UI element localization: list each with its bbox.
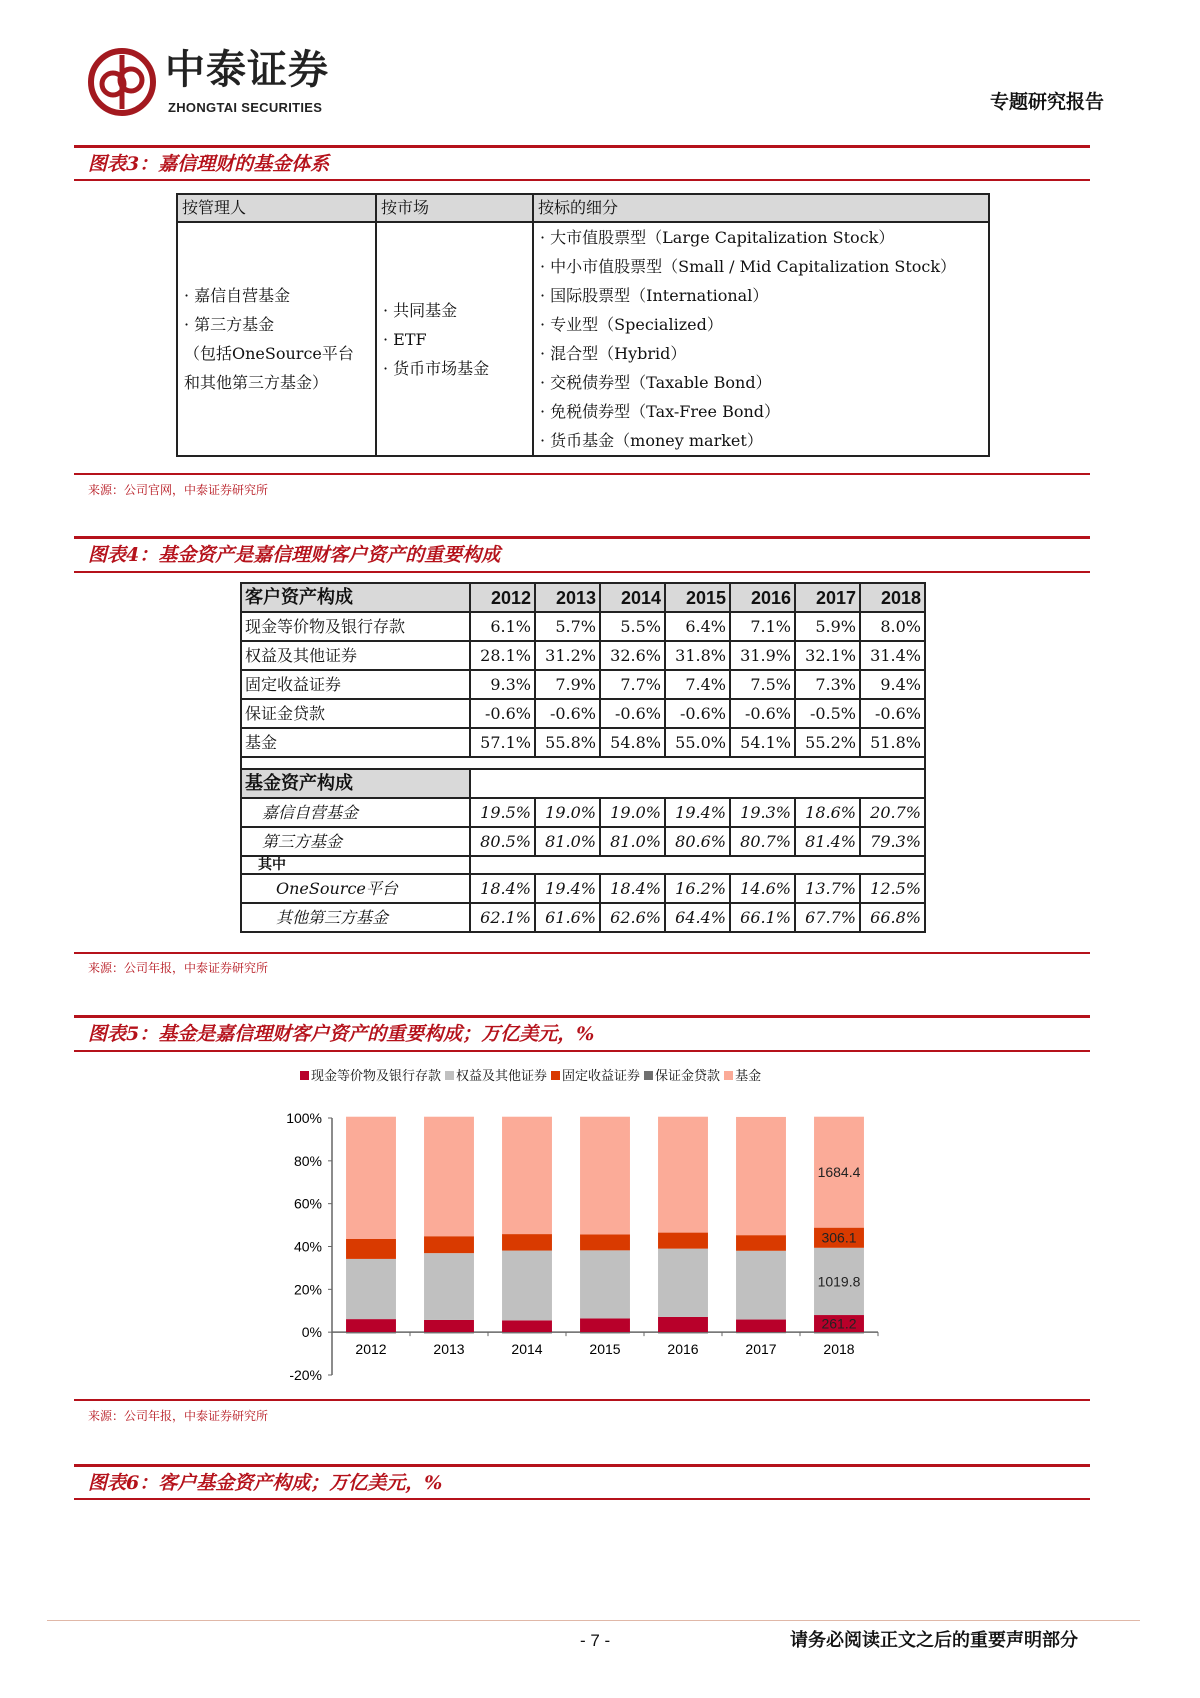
market-item: · 共同基金 bbox=[383, 300, 458, 320]
category-item: · 专业型（Specialized） bbox=[540, 315, 723, 334]
x-tick-label: 2015 bbox=[589, 1341, 621, 1358]
table-cell: 7.9% bbox=[535, 670, 600, 699]
table-row bbox=[241, 670, 925, 699]
table-cell: 31.8% bbox=[665, 641, 730, 670]
legend-item bbox=[644, 1068, 720, 1086]
table-cell: 7.5% bbox=[730, 670, 795, 699]
manager-item: · 嘉信自营基金 bbox=[184, 286, 291, 305]
legend-swatch bbox=[300, 1071, 309, 1080]
header-cell: 按标的细分 bbox=[533, 194, 989, 222]
bar-segment bbox=[346, 1259, 396, 1319]
row-label: 基金 bbox=[241, 728, 470, 757]
bar-segment bbox=[658, 1117, 708, 1233]
data-label: 1684.4 bbox=[817, 1164, 861, 1181]
table-cell: 8.0% bbox=[860, 612, 925, 641]
row-label: 保证金贷款 bbox=[241, 699, 470, 728]
table-cell: 7.1% bbox=[730, 612, 795, 641]
table-cell: 66.1% bbox=[730, 903, 795, 932]
bar-segment bbox=[424, 1117, 474, 1237]
table-cell: 62.6% bbox=[600, 903, 665, 932]
table-cell bbox=[241, 757, 925, 769]
page-number: - 7 - bbox=[580, 1631, 611, 1650]
logo bbox=[87, 47, 157, 117]
table-cell: 80.6% bbox=[665, 827, 730, 856]
table-cell bbox=[470, 769, 925, 798]
figure-5-title: 图表5：基金是嘉信理财客户资产的重要构成；万亿美元，% bbox=[88, 1023, 595, 1045]
bar-segment bbox=[736, 1251, 786, 1320]
header-cell: 基金资产构成 bbox=[241, 769, 470, 798]
table-cell: 28.1% bbox=[470, 641, 535, 670]
table-cell: -0.6% bbox=[600, 699, 665, 728]
bar-segment bbox=[502, 1251, 552, 1321]
bar-segment bbox=[424, 1236, 474, 1253]
chart-legend bbox=[300, 1068, 761, 1086]
bar-segment bbox=[580, 1318, 630, 1332]
table-row bbox=[241, 769, 925, 798]
y-tick-label: 60% bbox=[293, 1195, 322, 1212]
category-item: · 国际股票型（International） bbox=[540, 286, 769, 305]
table-cell: 19.0% bbox=[600, 798, 665, 827]
row-label: 固定收益证券 bbox=[241, 670, 470, 699]
table-row bbox=[241, 728, 925, 757]
x-tick-label: 2014 bbox=[511, 1341, 543, 1358]
logo-text-en: ZHONGTAI SECURITIES bbox=[168, 100, 323, 115]
logo-text-cn: 中泰证券 bbox=[165, 47, 329, 93]
category-item: · 混合型（Hybrid） bbox=[540, 344, 687, 363]
y-tick-label: 0% bbox=[301, 1324, 322, 1341]
table-cell: 67.7% bbox=[795, 903, 860, 932]
table-cell: -0.6% bbox=[665, 699, 730, 728]
row-label: 第三方基金 bbox=[241, 827, 470, 856]
table-cell: 7.3% bbox=[795, 670, 860, 699]
year-header: 2015 bbox=[665, 583, 730, 612]
bar-segment bbox=[658, 1249, 708, 1317]
table-cell: 18.6% bbox=[795, 798, 860, 827]
table-cell: 57.1% bbox=[470, 728, 535, 757]
table-cell: -0.5% bbox=[795, 699, 860, 728]
table-cell: 54.8% bbox=[600, 728, 665, 757]
legend-label: 现金等价物及银行存款 bbox=[311, 1069, 442, 1084]
table-cell: 6.1% bbox=[470, 612, 535, 641]
table-cell: 32.6% bbox=[600, 641, 665, 670]
bar-segment bbox=[346, 1319, 396, 1332]
bar-segment bbox=[502, 1234, 552, 1250]
table-row bbox=[241, 827, 925, 856]
table-cell: 81.4% bbox=[795, 827, 860, 856]
table-cell: 14.6% bbox=[730, 874, 795, 903]
bar-segment bbox=[736, 1235, 786, 1251]
header-cell: 按管理人 bbox=[177, 194, 376, 222]
table-cell: 32.1% bbox=[795, 641, 860, 670]
footer-divider bbox=[47, 1620, 1140, 1621]
table-cell: 80.7% bbox=[730, 827, 795, 856]
bar-segment bbox=[502, 1117, 552, 1234]
table-row bbox=[241, 856, 925, 874]
footer-notice: 请务必阅读正文之后的重要声明部分 bbox=[790, 1630, 1078, 1651]
bar-segment bbox=[736, 1117, 786, 1235]
table-cell: 7.7% bbox=[600, 670, 665, 699]
table-cell: 5.9% bbox=[795, 612, 860, 641]
bar-segment bbox=[580, 1332, 630, 1333]
bar-segment bbox=[658, 1332, 708, 1333]
legend-label: 固定收益证券 bbox=[562, 1069, 641, 1084]
table-cell: 20.7% bbox=[860, 798, 925, 827]
table-cell: 5.5% bbox=[600, 612, 665, 641]
row-label: 权益及其他证券 bbox=[241, 641, 470, 670]
table-cell: 62.1% bbox=[470, 903, 535, 932]
row-label: 嘉信自营基金 bbox=[241, 798, 470, 827]
legend-swatch bbox=[644, 1071, 653, 1080]
table-cell: 19.5% bbox=[470, 798, 535, 827]
table-cell: 55.0% bbox=[665, 728, 730, 757]
table-cell: 80.5% bbox=[470, 827, 535, 856]
year-header: 2014 bbox=[600, 583, 665, 612]
table-cell: 7.4% bbox=[665, 670, 730, 699]
table-cell: 13.7% bbox=[795, 874, 860, 903]
bar-segment bbox=[424, 1332, 474, 1333]
category-item: · 货币基金（money market） bbox=[540, 431, 763, 450]
divider bbox=[74, 179, 1090, 181]
data-label: 261.2 bbox=[821, 1315, 857, 1332]
header-cell: 客户资产构成 bbox=[241, 583, 470, 612]
legend-item bbox=[724, 1068, 761, 1086]
table-row bbox=[241, 612, 925, 641]
market-item: · 货币市场基金 bbox=[383, 358, 490, 378]
source-note: 来源：公司年报，中泰证券研究所 bbox=[88, 1409, 269, 1423]
market-item: · ETF bbox=[383, 329, 427, 349]
table-row bbox=[241, 903, 925, 932]
bar-segment bbox=[814, 1332, 864, 1333]
category-item: · 免税债券型（Tax-Free Bond） bbox=[540, 402, 781, 421]
bar-segment bbox=[580, 1235, 630, 1251]
table-cell: 66.8% bbox=[860, 903, 925, 932]
bar-segment bbox=[658, 1317, 708, 1332]
bar-segment bbox=[346, 1332, 396, 1333]
table-cell: 9.4% bbox=[860, 670, 925, 699]
x-tick-label: 2016 bbox=[667, 1341, 699, 1358]
divider bbox=[74, 1464, 1090, 1467]
year-header: 2017 bbox=[795, 583, 860, 612]
bar-segment bbox=[580, 1117, 630, 1235]
table-cell: 19.3% bbox=[730, 798, 795, 827]
divider bbox=[74, 536, 1090, 539]
legend-swatch bbox=[551, 1071, 560, 1080]
manager-item: （包括OneSource平台 bbox=[184, 344, 354, 363]
stacked-bar-chart bbox=[260, 1100, 900, 1390]
table-row bbox=[241, 874, 925, 903]
legend-swatch bbox=[445, 1071, 454, 1080]
header-cell: 按市场 bbox=[376, 194, 533, 222]
table-cell: 5.7% bbox=[535, 612, 600, 641]
x-tick-label: 2017 bbox=[745, 1341, 777, 1358]
bar-segment bbox=[502, 1320, 552, 1332]
bar-segment bbox=[502, 1332, 552, 1333]
table-row bbox=[241, 583, 925, 612]
sub-header: 其中 bbox=[241, 856, 470, 874]
y-tick-label: 20% bbox=[293, 1281, 322, 1298]
year-header: 2012 bbox=[470, 583, 535, 612]
table-cell: 12.5% bbox=[860, 874, 925, 903]
y-tick-label: 100% bbox=[286, 1110, 322, 1126]
figure-3-title: 图表3：嘉信理财的基金体系 bbox=[88, 153, 330, 175]
row-label: OneSource平台 bbox=[241, 874, 470, 903]
divider bbox=[74, 1050, 1090, 1052]
year-header: 2016 bbox=[730, 583, 795, 612]
table-cell: 6.4% bbox=[665, 612, 730, 641]
table-cell: 54.1% bbox=[730, 728, 795, 757]
table-cell: 31.9% bbox=[730, 641, 795, 670]
row-label: 其他第三方基金 bbox=[241, 903, 470, 932]
legend-item bbox=[551, 1068, 640, 1086]
table-cell: 64.4% bbox=[665, 903, 730, 932]
table-cell: 81.0% bbox=[535, 827, 600, 856]
bar-segment bbox=[424, 1253, 474, 1320]
table-row bbox=[241, 641, 925, 670]
table-cell: 55.8% bbox=[535, 728, 600, 757]
legend-label: 保证金贷款 bbox=[655, 1069, 721, 1084]
table-row bbox=[241, 798, 925, 827]
legend-label: 基金 bbox=[735, 1069, 762, 1084]
manager-item: · 第三方基金 bbox=[184, 315, 275, 334]
bar-segment bbox=[736, 1332, 786, 1333]
report-type: 专题研究报告 bbox=[990, 91, 1105, 113]
source-note: 来源：公司官网，中泰证券研究所 bbox=[88, 483, 269, 497]
legend-item bbox=[445, 1068, 547, 1086]
bar-segment bbox=[736, 1320, 786, 1333]
client-asset-table bbox=[240, 582, 926, 933]
source-note: 来源：公司年报，中泰证券研究所 bbox=[88, 961, 269, 975]
table-cell: 61.6% bbox=[535, 903, 600, 932]
year-header: 2013 bbox=[535, 583, 600, 612]
table-cell: -0.6% bbox=[470, 699, 535, 728]
divider bbox=[74, 1498, 1090, 1500]
divider bbox=[74, 473, 1090, 475]
legend-item bbox=[300, 1068, 441, 1086]
table-cell: -0.6% bbox=[860, 699, 925, 728]
divider bbox=[74, 571, 1090, 573]
divider bbox=[74, 952, 1090, 954]
category-item: · 交税债券型（Taxable Bond） bbox=[540, 373, 772, 392]
legend-label: 权益及其他证券 bbox=[456, 1069, 548, 1084]
table-row bbox=[241, 757, 925, 769]
bar-segment bbox=[346, 1239, 396, 1259]
divider bbox=[74, 145, 1090, 148]
figure-6-title: 图表6：客户基金资产构成；万亿美元，% bbox=[88, 1472, 443, 1494]
legend-swatch bbox=[724, 1071, 733, 1080]
manager-item: 和其他第三方基金） bbox=[184, 373, 329, 392]
data-label: 1019.8 bbox=[817, 1273, 861, 1290]
table-cell bbox=[470, 856, 925, 874]
x-tick-label: 2012 bbox=[355, 1341, 387, 1358]
divider bbox=[74, 1015, 1090, 1018]
table-cell: 9.3% bbox=[470, 670, 535, 699]
bar-segment bbox=[658, 1233, 708, 1249]
y-tick-label: 80% bbox=[293, 1152, 322, 1169]
bar-segment bbox=[424, 1320, 474, 1332]
table-cell: 19.0% bbox=[535, 798, 600, 827]
bar-segment bbox=[580, 1250, 630, 1318]
figure-4-title: 图表4：基金资产是嘉信理财客户资产的重要构成 bbox=[88, 544, 501, 566]
table-cell: 31.2% bbox=[535, 641, 600, 670]
table-cell: 79.3% bbox=[860, 827, 925, 856]
bar-segment bbox=[346, 1117, 396, 1239]
table-cell: 19.4% bbox=[665, 798, 730, 827]
table-cell: 55.2% bbox=[795, 728, 860, 757]
table-cell: 16.2% bbox=[665, 874, 730, 903]
table-cell: 19.4% bbox=[535, 874, 600, 903]
table-cell: 81.0% bbox=[600, 827, 665, 856]
table-cell: 18.4% bbox=[600, 874, 665, 903]
x-tick-label: 2018 bbox=[823, 1341, 855, 1358]
row-label: 现金等价物及银行存款 bbox=[241, 612, 470, 641]
y-tick-label: 40% bbox=[293, 1238, 322, 1255]
data-label: 306.1 bbox=[821, 1229, 857, 1246]
year-header: 2018 bbox=[860, 583, 925, 612]
logo-mark-icon bbox=[87, 47, 157, 117]
category-item: · 大市值股票型（Large Capitalization Stock） bbox=[540, 228, 895, 247]
y-tick-label: -20% bbox=[289, 1367, 322, 1383]
category-item: · 中小市值股票型（Small / Mid Capitalization Stock） bbox=[540, 257, 957, 276]
divider bbox=[74, 1399, 1090, 1401]
x-tick-label: 2013 bbox=[433, 1341, 465, 1358]
fund-system-table bbox=[176, 193, 990, 457]
table-cell: 51.8% bbox=[860, 728, 925, 757]
table-row bbox=[241, 699, 925, 728]
table-cell: 18.4% bbox=[470, 874, 535, 903]
table-cell: 31.4% bbox=[860, 641, 925, 670]
table-cell: -0.6% bbox=[535, 699, 600, 728]
table-cell: -0.6% bbox=[730, 699, 795, 728]
